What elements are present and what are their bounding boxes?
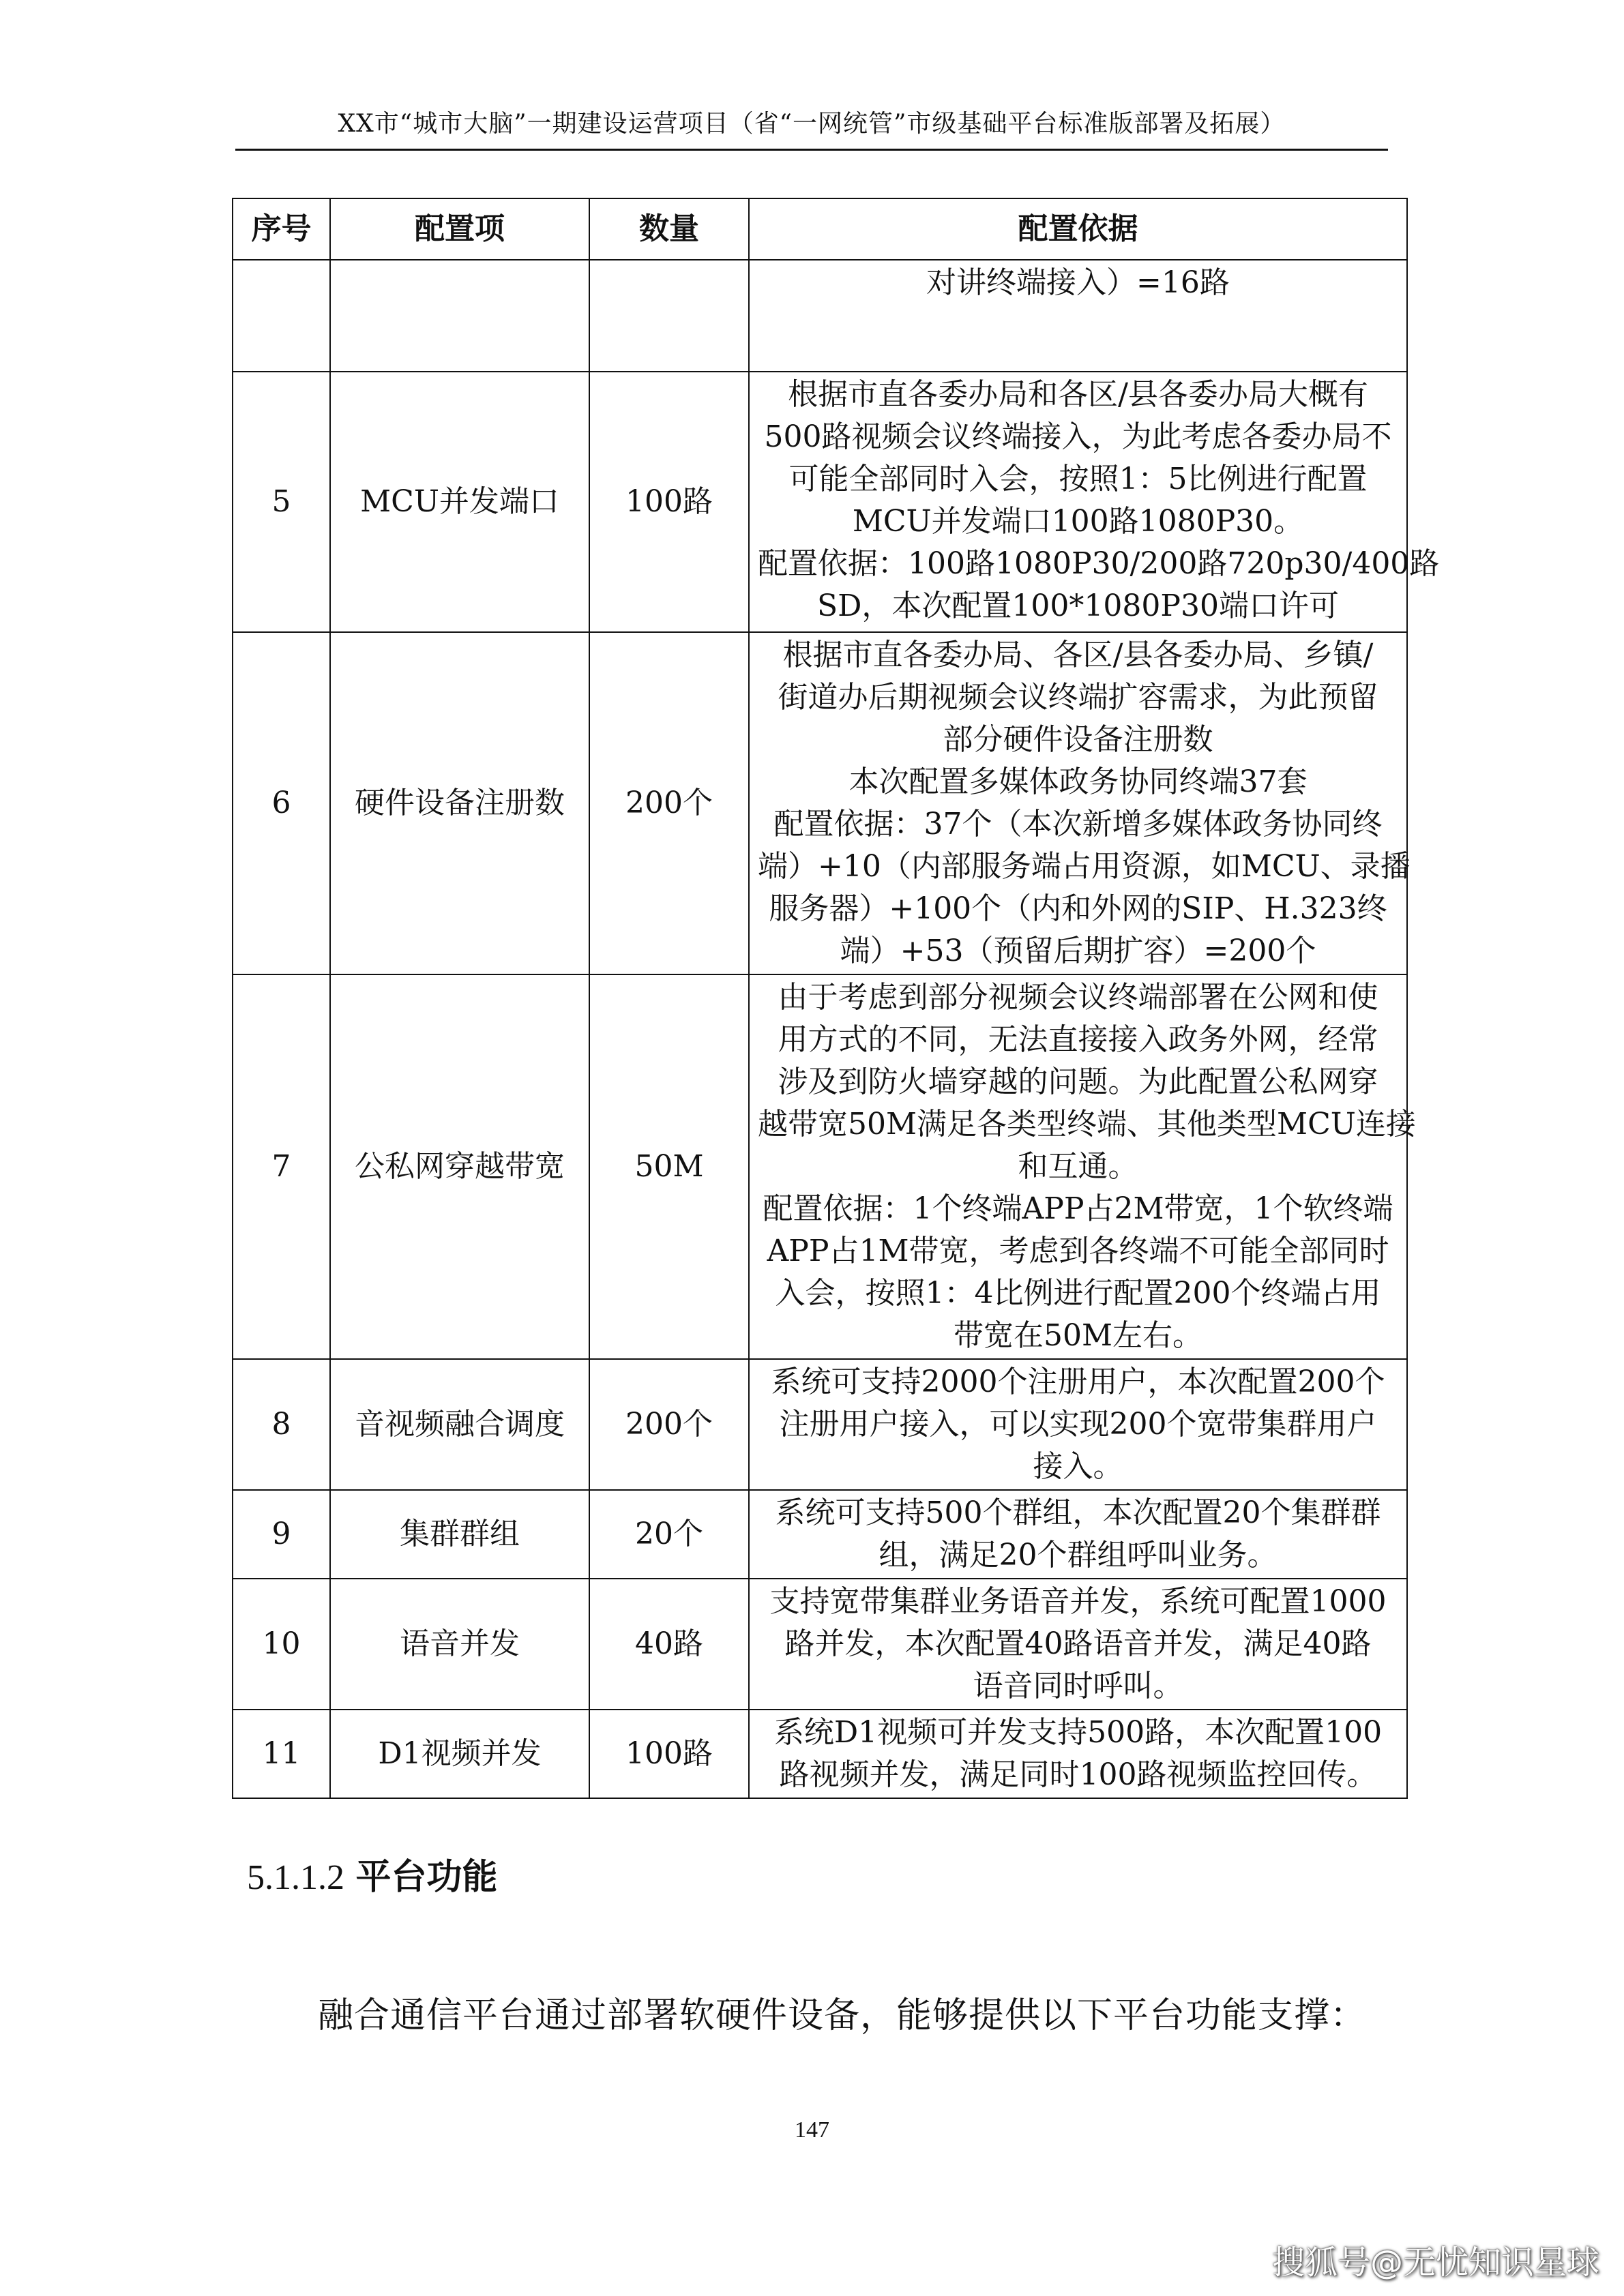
cell-seq: 11 xyxy=(233,1710,330,1798)
basis-line: 系统可支持500个群组，本次配置20个集群群 xyxy=(775,1495,1381,1530)
table-row xyxy=(233,1710,1407,1798)
column-header-basis: 配置依据 xyxy=(749,198,1407,260)
basis-line: 系统可支持2000个注册用户，本次配置200个 xyxy=(771,1365,1385,1399)
cell-item: 语音并发 xyxy=(330,1579,589,1710)
cell-basis xyxy=(749,974,1416,1359)
basis-line: 部分硬件设备注册数 xyxy=(943,722,1213,757)
table-body xyxy=(233,260,1440,1798)
cell-basis xyxy=(749,1710,1407,1798)
cell-qty: 20个 xyxy=(589,1490,749,1579)
cell-seq xyxy=(233,260,330,372)
cell-qty: 50M xyxy=(589,974,749,1359)
section-title: 平台功能 xyxy=(355,1857,498,1898)
basis-line: 和互通。 xyxy=(1018,1149,1138,1184)
basis-line: 端）+53（预留后期扩容）=200个 xyxy=(840,934,1316,968)
cell-basis xyxy=(749,260,1407,372)
basis-line: 带宽在50M左右。 xyxy=(953,1318,1203,1353)
column-header-qty: 数量 xyxy=(589,198,749,260)
section-number: 5.1.1.2 xyxy=(247,1858,344,1897)
cell-basis xyxy=(749,372,1440,632)
cell-seq: 10 xyxy=(233,1579,330,1710)
cell-qty: 100路 xyxy=(589,372,749,632)
cell-seq: 5 xyxy=(233,372,330,632)
basis-line: 组，满足20个群组呼叫业务。 xyxy=(879,1538,1278,1572)
table-row xyxy=(233,372,1407,632)
basis-line: 配置依据：1个终端APP占2M带宽，1个软终端 xyxy=(763,1191,1393,1226)
basis-line: 接入。 xyxy=(1033,1449,1123,1484)
cell-basis xyxy=(749,1579,1407,1710)
config-table xyxy=(232,198,1440,1799)
cell-basis xyxy=(749,632,1411,974)
cell-qty: 200个 xyxy=(589,1359,749,1490)
cell-seq: 8 xyxy=(233,1359,330,1490)
cell-item xyxy=(330,260,589,372)
cell-qty: 200个 xyxy=(589,632,749,974)
basis-line: 服务器）+100个（内和外网的SIP、H.323终 xyxy=(769,891,1387,926)
cell-seq: 6 xyxy=(233,632,330,974)
basis-line: 入会，按照1：4比例进行配置200个终端占用 xyxy=(775,1276,1381,1311)
basis-line: 配置依据：37个（本次新增多媒体政务协同终 xyxy=(773,807,1383,841)
basis-line: 注册用户接入，可以实现200个宽带集群用户 xyxy=(779,1407,1377,1442)
table-header-row xyxy=(233,198,1407,260)
cell-item: 集群群组 xyxy=(330,1490,589,1579)
cell-qty: 40路 xyxy=(589,1579,749,1710)
basis-line: 涉及到防火墙穿越的问题。为此配置公私网穿 xyxy=(778,1064,1378,1099)
cell-qty xyxy=(589,260,749,372)
basis-line: 用方式的不同，无法直接接入政务外网，经常 xyxy=(778,1022,1378,1057)
watermark: 搜狐号@无忧知识星球 xyxy=(1271,2243,1599,2282)
cell-basis xyxy=(749,1490,1407,1579)
column-header-seq: 序号 xyxy=(233,198,330,260)
cell-qty: 100路 xyxy=(589,1710,749,1798)
cell-item: 音视频融合调度 xyxy=(330,1359,589,1490)
cell-seq: 7 xyxy=(233,974,330,1359)
basis-line: 街道办后期视频会议终端扩容需求，为此预留 xyxy=(778,680,1378,715)
basis-line: 根据市直各委办局和各区/县各委办局大概有 xyxy=(788,377,1368,412)
basis-line: 路并发，本次配置40路语音并发，满足40路 xyxy=(784,1626,1372,1661)
basis-line: 配置依据：100路1080P30/200路720p30/400路 xyxy=(758,546,1440,581)
basis-line: 支持宽带集群业务语音并发，系统可配置1000 xyxy=(769,1584,1387,1619)
basis-line: 语音同时呼叫。 xyxy=(973,1669,1183,1703)
basis-line: SD，本次配置100*1080P30端口许可 xyxy=(817,588,1339,623)
header-divider xyxy=(235,149,1388,151)
table-row xyxy=(233,1579,1407,1710)
basis-line: 端）+10（内部服务端占用资源，如MCU、录播 xyxy=(758,849,1411,884)
basis-line: 根据市直各委办局、各区/县各委办局、乡镇/ xyxy=(782,638,1374,672)
table-row xyxy=(233,1490,1407,1579)
table-row xyxy=(233,1359,1407,1490)
column-header-item: 配置项 xyxy=(330,198,589,260)
page-header: XX市“城市大脑”一期建设运营项目（省“一网统管”市级基础平台标准版部署及拓展） xyxy=(338,110,1286,138)
basis-line: 越带宽50M满足各类型终端、其他类型MCU连接 xyxy=(758,1107,1416,1142)
basis-line: MCU并发端口100路1080P30。 xyxy=(852,504,1304,539)
basis-line: APP占1M带宽，考虑到各终端不可能全部同时 xyxy=(767,1234,1389,1268)
cell-item: 硬件设备注册数 xyxy=(330,632,589,974)
basis-line: 路视频并发，满足同时100路视频监控回传。 xyxy=(779,1757,1377,1792)
cell-item: 公私网穿越带宽 xyxy=(330,974,589,1359)
page-number: 147 xyxy=(795,2117,829,2143)
basis-line: 500路视频会议终端接入，为此考虑各委办局不 xyxy=(764,419,1392,454)
body-paragraph: 融合通信平台通过部署软硬件设备，能够提供以下平台功能支撑： xyxy=(318,1995,1367,2036)
table-row xyxy=(233,260,1407,372)
basis-line: 本次配置多媒体政务协同终端37套 xyxy=(848,764,1308,799)
basis-line: 系统D1视频可并发支持500路，本次配置100 xyxy=(773,1715,1383,1750)
table-row xyxy=(233,974,1407,1359)
cell-seq: 9 xyxy=(233,1490,330,1579)
basis-line: 可能全部同时入会，按照1：5比例进行配置 xyxy=(788,462,1368,496)
basis-line: 由于考虑到部分视频会议终端部署在公网和使 xyxy=(778,980,1378,1015)
table-row xyxy=(233,632,1407,974)
cell-item: MCU并发端口 xyxy=(330,372,589,632)
cell-basis xyxy=(749,1359,1407,1490)
section-heading xyxy=(247,1853,498,1902)
cell-item: D1视频并发 xyxy=(330,1710,589,1798)
basis-line: 对讲终端接入）=16路 xyxy=(926,265,1230,300)
